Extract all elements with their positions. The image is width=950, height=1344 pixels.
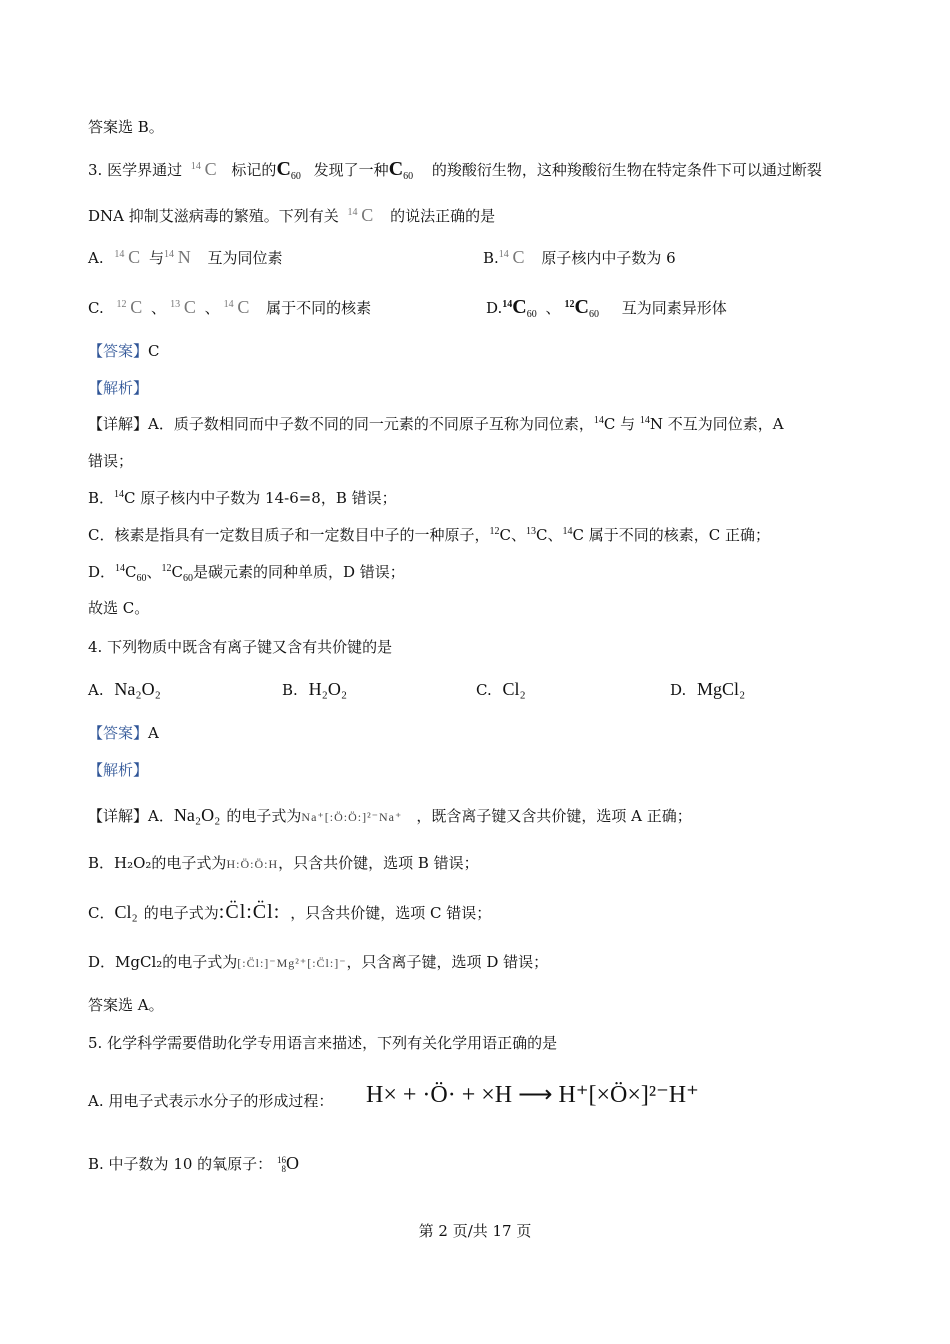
q3-option-a: A. $^{14}$ C 与$^{14}$ N 互为同位素 [88, 247, 283, 267]
q3-option-b: B.$^{14}$ C 原子核内中子数为 6 [483, 247, 676, 267]
q4-option-b: B. H₂O₂ [282, 679, 348, 699]
q3-detail-a-cont: 错误； [88, 452, 134, 470]
q3-conclusion: 故选 C。 [88, 599, 150, 617]
q4-detail-d: D．MgCl₂的电子式为[:C̈l:]⁻Mg²⁺[:C̈l:]⁻，只含离子键，选项 D 错误； [88, 953, 549, 971]
q3-stem-line2: DNA 抑制艾滋病毒的繁殖。下列有关 $^{14}$ C 的说法正确的是 [88, 205, 496, 225]
mgcl2-electron-formula: [:C̈l:]⁻Mg²⁺[:C̈l:]⁻ [237, 956, 347, 970]
q2-conclusion: 答案选 B。 [88, 118, 164, 136]
q4-option-d: D. MgCl₂ [670, 679, 746, 699]
q4-detail-b: B．H₂O₂的电子式为H:Ö:Ö:H，只含共价键，选项 B 错误； [88, 854, 479, 872]
q5-option-a: A. 用电子式表示水分子的形成过程： [88, 1092, 334, 1110]
q4-option-a: A. Na₂O₂ [88, 679, 161, 699]
q3-answer: 【答案】C [88, 342, 160, 360]
q4-detail-a: 【详解】A．Na₂O₂ 的电子式为Na⁺[:Ö:Ö:]²⁻Na⁺ ，既含离子键又含共价键，选项 A 正确； [88, 805, 692, 825]
q5-option-b: B. 中子数为 10 的氧原子： 16 8 O [88, 1153, 299, 1174]
q3-detail-a: 【详解】A．质子数相同而中子数不同的同一元素的不同原子互称为同位素，$^{14}$C 与 $^{14}$N 不互为同位素，A [88, 415, 784, 433]
h2o2-electron-formula: H:Ö:Ö:H [226, 857, 279, 871]
q4-analysis-heading: 【解析】 [88, 761, 149, 779]
q3-detail-b: B．$^{14}$C 原子核内中子数为 14-6=8，B 错误； [88, 489, 397, 507]
q3-stem-line1: 3. 医学界通过 $^{14}$ C 标记的$C_{60}$ 发现了一种$C_{60}$ 的羧酸衍生物，这种羧酸衍生物在特定条件下可以通过断裂 [88, 158, 822, 182]
q3-option-c: C. $^{12}$ C 、 $^{13}$ C 、 $^{14}$ C 属于不同的核素 [88, 297, 372, 317]
q3-analysis-heading: 【解析】 [88, 379, 149, 397]
q4-detail-c: C．Cl₂ 的电子式为:C̈l:C̈l: ，只含共价键，选项 C 错误； [88, 901, 492, 923]
cl2-electron-formula: :C̈l:C̈l: [218, 901, 281, 923]
q3-detail-d: D．$^{14}C_{60}$、$^{12}C_{60}$是碳元素的同种单质，D 错误； [88, 563, 405, 584]
page-footer: 第 2 页/共 17 页 [418, 1222, 532, 1240]
q3-option-d: $D.^{14}C_{60}$ 、 $^{12}C_{60}$ 互为同素异形体 [486, 296, 727, 320]
q3-detail-c: C．核素是指具有一定数目质子和一定数目中子的一种原子，$^{12}$C、$^{13}$C、$^{14}$C 属于不同的核素，C 正确； [88, 526, 770, 544]
water-formation-equation: H× + ·Ö· + ×H ⟶ H⁺[×Ö×]²⁻H⁺ [366, 1082, 699, 1108]
na2o2-electron-formula: Na⁺[:Ö:Ö:]²⁻Na⁺ [301, 810, 403, 824]
q4-stem: 4. 下列物质中既含有离子键又含有共价键的是 [88, 638, 393, 656]
q5-stem: 5. 化学科学需要借助化学专用语言来描述，下列有关化学用语正确的是 [88, 1034, 558, 1052]
q4-option-c: C. Cl₂ [476, 679, 526, 699]
q4-conclusion: 答案选 A。 [88, 996, 164, 1014]
q4-answer: 【答案】A [88, 724, 159, 742]
